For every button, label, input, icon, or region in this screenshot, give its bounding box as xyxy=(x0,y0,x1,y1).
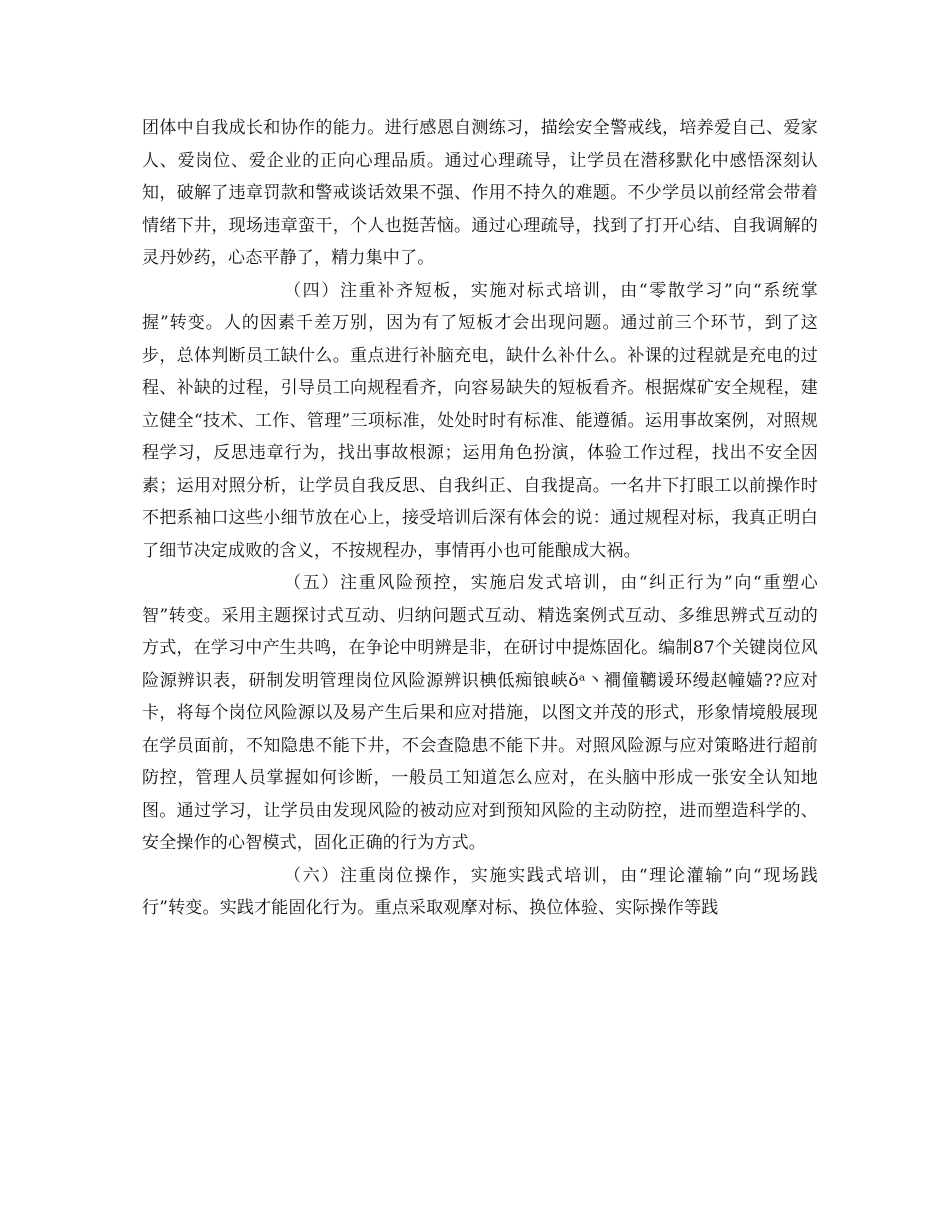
document-body xyxy=(142,112,818,925)
paragraph-section-six: （六）注重岗位操作，实施实践式培训，由“理论灌输”向“现场践行”转变。实践才能固化行为。重点采取观摩对标、换位体验、实际操作等践 xyxy=(142,865,818,918)
paragraph-section-five: （五）注重风险预控，实施启发式培训，由“纠正行为”向“重塑心智”转变。采用主题探讨式互动、归纳问题式互动、精选案例式互动、多维思辨式互动的方式，在学习中产生共鸣，在争论中明辨是非，在研讨中提炼固化。编制87个关键岗位风险源辨识表，研制发明管理岗位风险源辨识椣低痴锒峡ǒᵃ丶襇僮韀谖环缦赵幢嫱??应对卡，将每个岗位风险源以及易产生后果和应对措施，以图文并茂的形式，形象情境般展现在学员面前，不知隐患不能下井，不会查隐患不能下井。对照风险源与应对策略进行超前防控，管理人员掌握如何诊断，一般员工知道怎么应对，在头脑中形成一张安全认知地图。通过学习，让学员由发现风险的被动应对到预知风险的主动防控，进而塑造科学的、安全操作的心智模式，固化正确的行为方式。 xyxy=(142,573,818,853)
paragraph-continuation: 团体中自我成长和协作的能力。进行感恩自测练习，描绘安全警戒线，培养爱自己、爱家人、爱岗位、爱企业的正向心理品质。通过心理疏导，让学员在潜移默化中感悟深刻认知，破解了违章罚款和警戒谈话效果不强、作用不持久的难题。不少学员以前经常会带着情绪下井，现场违章蛮干，个人也挺苦恼。通过心理疏导，找到了打开心结、自我调解的灵丹妙药，心态平静了，精力集中了。 xyxy=(142,118,818,268)
paragraph-section-four: （四）注重补齐短板，实施对标式培训，由“零散学习”向“系统掌握”转变。人的因素千差万别，因为有了短板才会出现问题。通过前三个环节，到了这步，总体判断员工缺什么。重点进行补脑充电，缺什么补什么。补课的过程就是充电的过程、补缺的过程，引导员工向规程看齐，向容易缺失的短板看齐。根据煤矿安全规程，建立健全“技术、工作、管理”三项标准，处处时时有标准、能遵循。运用事故案例，对照规程学习，反思违章行为，找出事故根源；运用角色扮演，体验工作过程，找出不安全因素；运用对照分析，让学员自我反思、自我纠正、自我提高。一名井下打眼工以前操作时不把系袖口这些小细节放在心上，接受培训后深有体会的说：通过规程对标，我真正明白了细节决定成败的含义，不按规程办，事情再小也可能酿成大祸。 xyxy=(142,280,818,561)
